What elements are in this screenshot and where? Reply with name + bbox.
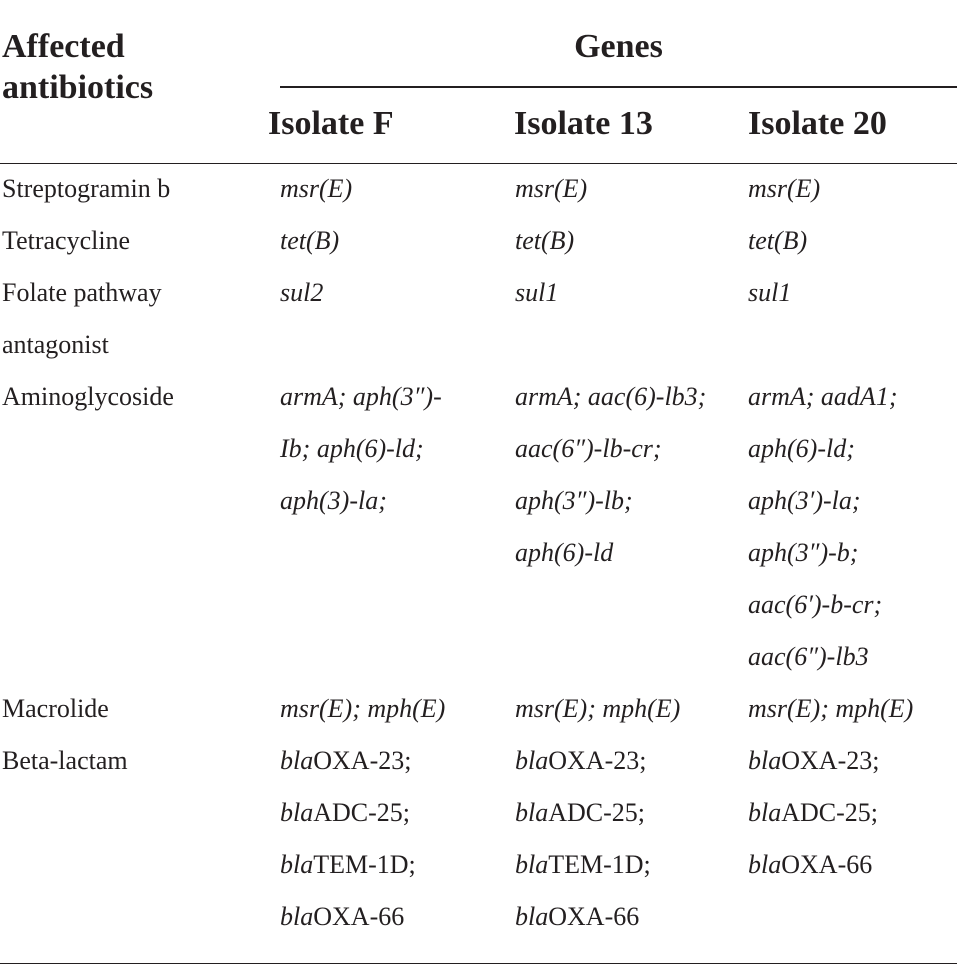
row-tetracycline-isolate-20: [748, 215, 807, 267]
gene-text: tet(B): [280, 226, 340, 255]
gene-text: msr(E); mph(E): [280, 694, 446, 723]
gene-text: tet(B): [748, 226, 808, 255]
antibiotic-label: Streptogramin b: [2, 174, 171, 203]
gene-text: msr(E): [748, 174, 821, 203]
row-aminoglycoside-isolate-f: [280, 371, 442, 527]
bla-prefix: bla: [515, 746, 549, 775]
gene-text: aph(3″)-lb;: [515, 486, 633, 515]
column-header-isolate-13: Isolate 13: [514, 105, 653, 142]
row-folate-isolate-20: [748, 267, 791, 319]
gene-suffix: OXA-23;: [313, 746, 412, 775]
gene-text: [515, 839, 651, 891]
gene-suffix: ADC-25;: [548, 798, 646, 827]
bla-prefix: bla: [748, 850, 782, 879]
gene-text: tet(B): [515, 226, 575, 255]
row-folate-isolate-13: [515, 267, 558, 319]
row-streptogramin-isolate-f: [280, 163, 352, 215]
gene-text: aph(3′)-la;: [748, 486, 861, 515]
genes-header-rule: [280, 86, 957, 88]
gene-text: [280, 839, 416, 891]
header-affected-antibiotics: [2, 26, 262, 108]
row-macrolide-isolate-20: [748, 683, 913, 735]
row-macrolide-antibiotic: [2, 683, 109, 735]
row-tetracycline-isolate-f: [280, 215, 339, 267]
gene-text: aph(3″)-b;: [748, 538, 859, 567]
bla-prefix: bla: [515, 798, 549, 827]
gene-text: [515, 735, 651, 787]
bla-prefix: bla: [748, 798, 782, 827]
gene-text: armA; aadA1;: [748, 382, 898, 411]
row-tetracycline-isolate-13: [515, 215, 574, 267]
gene-text: aph(3)-la;: [280, 486, 387, 515]
gene-text: [515, 891, 651, 943]
row-aminoglycoside-isolate-20: [748, 371, 897, 683]
gene-text: sul2: [280, 278, 324, 307]
bla-prefix: bla: [748, 746, 782, 775]
row-beta-lactam-isolate-f: [280, 735, 416, 943]
antibiotic-label: Tetracycline: [2, 226, 131, 255]
bla-prefix: bla: [280, 902, 314, 931]
gene-suffix: ADC-25;: [313, 798, 411, 827]
gene-suffix: ADC-25;: [781, 798, 879, 827]
header-genes: Genes: [574, 28, 663, 65]
gene-suffix: OXA-66: [781, 850, 873, 879]
gene-text: msr(E): [515, 174, 588, 203]
gene-suffix: OXA-66: [313, 902, 405, 931]
gene-text: msr(E); mph(E): [748, 694, 914, 723]
gene-suffix: OXA-66: [548, 902, 640, 931]
gene-suffix: TEM-1D;: [313, 850, 416, 879]
antibiotic-label: Folate pathway: [2, 278, 162, 307]
row-streptogramin-isolate-20: [748, 163, 820, 215]
antibiotic-label: Macrolide: [2, 694, 109, 723]
row-streptogramin-isolate-13: [515, 163, 587, 215]
bla-prefix: bla: [280, 798, 314, 827]
gene-suffix: OXA-23;: [781, 746, 880, 775]
row-aminoglycoside-antibiotic: [2, 371, 174, 423]
gene-text: [515, 787, 651, 839]
bla-prefix: bla: [515, 850, 549, 879]
gene-text: [748, 839, 879, 891]
row-beta-lactam-antibiotic: [2, 735, 128, 787]
gene-text: aac(6″)-lb-cr;: [515, 434, 662, 463]
gene-text: aph(6)-ld;: [748, 434, 855, 463]
gene-text: [748, 735, 879, 787]
gene-text: sul1: [748, 278, 792, 307]
row-macrolide-isolate-13: [515, 683, 680, 735]
gene-text: [280, 787, 416, 839]
bla-prefix: bla: [280, 850, 314, 879]
gene-text: [748, 787, 879, 839]
gene-text: msr(E): [280, 174, 353, 203]
header-affected-line1: Affected: [2, 28, 125, 65]
gene-text: [280, 891, 416, 943]
row-beta-lactam-isolate-20: [748, 735, 879, 891]
row-folate-antibiotic: [2, 267, 162, 371]
row-beta-lactam-isolate-13: [515, 735, 651, 943]
header-affected-line2: antibiotics: [2, 69, 154, 106]
gene-text: aac(6′)-b-cr;: [748, 590, 883, 619]
row-aminoglycoside-isolate-13: [515, 371, 706, 579]
gene-text: aac(6″)-lb3: [748, 642, 869, 671]
antibiotic-label: antagonist: [2, 330, 109, 359]
gene-text: msr(E); mph(E): [515, 694, 681, 723]
row-macrolide-isolate-f: [280, 683, 445, 735]
bla-prefix: bla: [280, 746, 314, 775]
gene-text: armA; aph(3″)-: [280, 382, 442, 411]
antibiotic-label: Beta-lactam: [2, 746, 128, 775]
column-header-isolate-f: Isolate F: [268, 105, 394, 142]
gene-text: Ib; aph(6)-ld;: [280, 434, 424, 463]
gene-suffix: TEM-1D;: [548, 850, 651, 879]
gene-text: [280, 735, 416, 787]
column-header-isolate-20: Isolate 20: [748, 105, 887, 142]
table-bottom-rule: [0, 963, 957, 964]
gene-text: aph(6)-ld: [515, 538, 614, 567]
gene-text: armA; aac(6)-lb3;: [515, 382, 707, 411]
row-streptogramin-antibiotic: [2, 163, 170, 215]
row-folate-isolate-f: [280, 267, 323, 319]
bla-prefix: bla: [515, 902, 549, 931]
row-tetracycline-antibiotic: [2, 215, 130, 267]
antibiotic-label: Aminoglycoside: [2, 382, 174, 411]
gene-suffix: OXA-23;: [548, 746, 647, 775]
gene-text: sul1: [515, 278, 559, 307]
